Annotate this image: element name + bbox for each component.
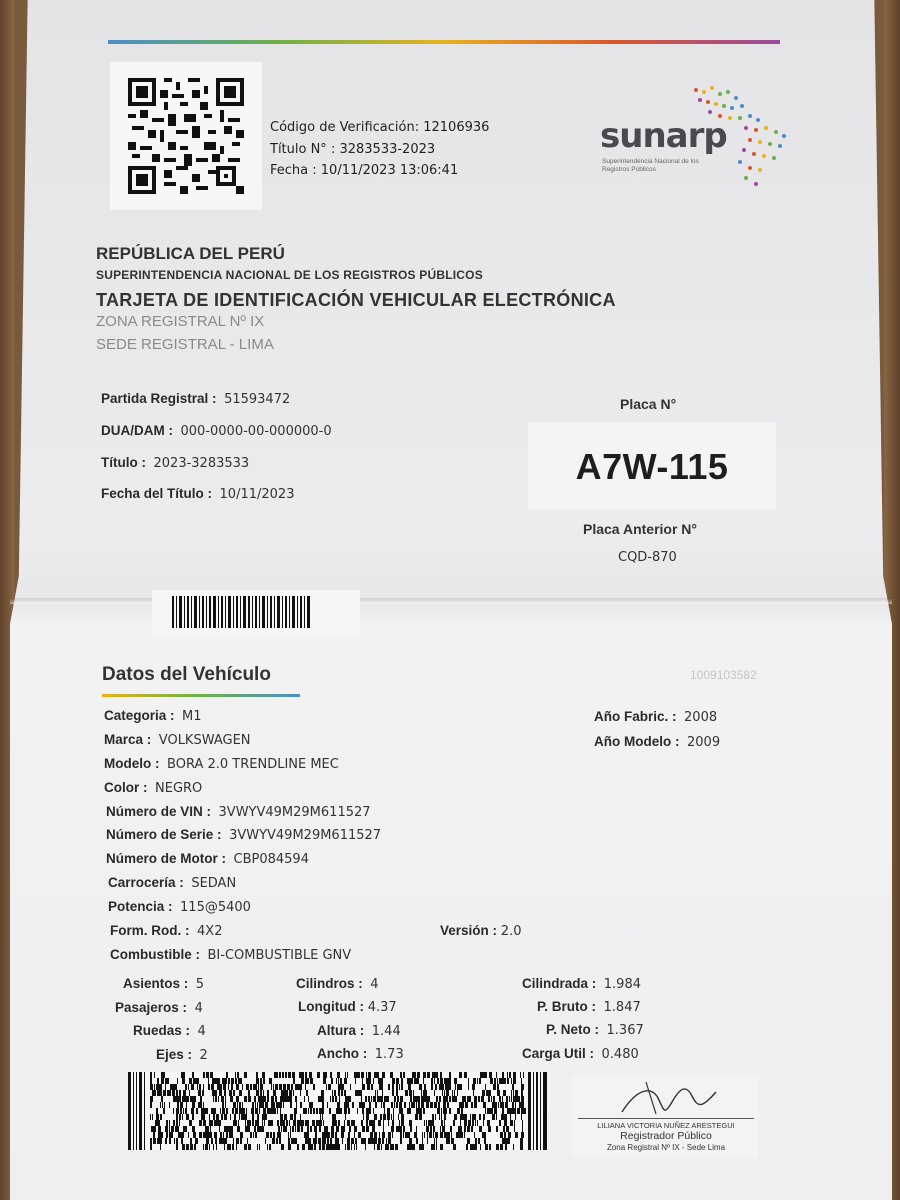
altura-label: Altura :	[317, 1023, 365, 1038]
color-label: Color :	[104, 780, 148, 795]
color-value: NEGRO	[155, 781, 203, 796]
titulo-number-value: 3283533-2023	[339, 141, 436, 157]
partida-registral-label: Partida Registral :	[101, 391, 217, 406]
titulo-value: 2023-3283533	[153, 456, 250, 471]
ejes-value: 2	[199, 1048, 208, 1063]
form-rod-value: 4X2	[197, 924, 223, 939]
ano-fabric-value: 2008	[684, 710, 718, 725]
ano-fabric-label: Año Fabric. :	[594, 709, 677, 724]
marca-field	[104, 732, 251, 748]
titulo-label: Título :	[101, 455, 146, 470]
partida-registral-value: 51593472	[224, 392, 291, 407]
carga-util-value: 0.480	[601, 1047, 639, 1062]
categoria-label: Categoria :	[104, 708, 175, 723]
cilindros-field	[296, 976, 379, 992]
p-bruto-field	[537, 999, 641, 1015]
p-neto-field	[546, 1022, 644, 1038]
serie-value: 3VWYV49M29M611527	[229, 828, 382, 843]
titulo-field	[101, 455, 249, 471]
carroceria-label: Carrocería :	[108, 875, 184, 890]
placa-anterior-label: Placa Anterior N°	[583, 521, 698, 537]
placa-label: Placa N°	[620, 396, 677, 412]
fecha-value: 10/11/2023 13:06:41	[320, 163, 459, 178]
carroceria-value: SEDAN	[191, 876, 237, 891]
serie-label: Número de Serie :	[106, 827, 222, 842]
document-title: TARJETA DE IDENTIFICACIÓN VEHICULAR ELECTRÓNICA	[96, 290, 616, 310]
agency-heading: SUPERINTENDENCIA NACIONAL DE LOS REGISTROS PÚBLICOS	[96, 268, 483, 282]
ano-modelo-label: Año Modelo :	[594, 734, 680, 749]
partida-registral-field	[101, 391, 290, 407]
vin-field	[106, 804, 371, 820]
modelo-field	[104, 756, 339, 772]
signature-block	[572, 1076, 758, 1158]
modelo-value: BORA 2.0 TRENDLINE MEC	[167, 757, 339, 772]
cilindrada-value: 1.984	[603, 977, 641, 992]
placa-box	[528, 422, 776, 510]
barcode-icon	[152, 590, 360, 634]
ancho-label: Ancho :	[317, 1046, 368, 1061]
signature-icon	[612, 1078, 722, 1120]
verification-code-label: Código de Verificación:	[270, 120, 420, 135]
verification-code-value: 12106936	[423, 120, 490, 135]
longitud-label: Longitud :	[298, 999, 364, 1014]
pasajeros-value: 4	[194, 1001, 203, 1016]
pdf417-barcode-graphic	[128, 1072, 548, 1150]
form-rod-field	[110, 923, 222, 939]
dua-label: DUA/DAM :	[101, 423, 173, 438]
potencia-value: 115@5400	[180, 900, 251, 915]
ejes-field	[156, 1047, 208, 1063]
fecha-titulo-label: Fecha del Título :	[101, 486, 213, 501]
motor-value: CBP084594	[233, 852, 309, 867]
titulo-number-label: Título N° :	[270, 141, 336, 157]
form-rod-label: Form. Rod. :	[110, 923, 190, 938]
fecha-titulo-value: 10/11/2023	[219, 487, 295, 502]
potencia-field	[108, 899, 251, 915]
placa-number: A7W-115	[575, 446, 729, 487]
fecha-titulo-field	[101, 486, 294, 502]
vin-value: 3VWYV49M29M611527	[218, 805, 371, 820]
cilindros-value: 4	[370, 977, 379, 992]
document-serial: 1009103582	[690, 668, 757, 682]
ano-modelo-value: 2009	[687, 735, 721, 750]
color-field	[104, 780, 202, 796]
combustible-label: Combustible :	[110, 947, 200, 962]
asientos-field	[123, 976, 204, 992]
p-bruto-label: P. Bruto :	[537, 999, 597, 1014]
carroceria-field	[108, 875, 236, 891]
qr-code-graphic	[128, 78, 244, 194]
sede-registral: SEDE REGISTRAL - LIMA	[96, 336, 274, 353]
categoria-value: M1	[182, 709, 202, 724]
altura-value: 1.44	[371, 1024, 401, 1039]
cilindrada-label: Cilindrada :	[522, 976, 597, 991]
ejes-label: Ejes :	[156, 1047, 193, 1062]
p-neto-value: 1.367	[606, 1023, 644, 1038]
sunarp-logo	[600, 84, 800, 194]
ancho-value: 1.73	[374, 1047, 404, 1062]
cilindros-label: Cilindros :	[296, 976, 363, 991]
qr-code-icon	[110, 62, 262, 210]
longitud-field	[298, 999, 397, 1015]
ancho-field	[317, 1046, 404, 1062]
potencia-label: Potencia :	[108, 899, 173, 914]
combustible-field	[110, 947, 351, 963]
serie-field	[106, 827, 381, 843]
version-value: 2.0	[500, 924, 522, 939]
pasajeros-field	[115, 1000, 203, 1016]
dua-field	[101, 423, 332, 439]
altura-field	[317, 1023, 401, 1039]
carga-util-label: Carga Util :	[522, 1046, 595, 1061]
zona-registral: ZONA REGISTRAL Nº IX	[96, 313, 265, 330]
small-barcode-graphic	[172, 596, 312, 628]
ruedas-label: Ruedas :	[133, 1023, 191, 1038]
section-underline	[102, 694, 300, 697]
asientos-value: 5	[195, 977, 205, 992]
pasajeros-label: Pasajeros :	[115, 1000, 188, 1015]
marca-value: VOLKSWAGEN	[158, 733, 251, 748]
logo-subtitle: Superintendencia Nacional de los Registros Públicos	[602, 158, 699, 173]
titulo-number-line	[270, 139, 489, 161]
section-title-datos: Datos del Vehículo	[102, 664, 271, 685]
paper-fold	[10, 598, 892, 604]
placa-anterior-value: CQD-870	[618, 550, 677, 565]
fecha-line	[270, 160, 489, 182]
longitud-value: 4.37	[367, 1000, 397, 1015]
asientos-label: Asientos :	[123, 976, 189, 991]
color-stripe	[108, 40, 780, 44]
vin-label: Número de VIN :	[106, 804, 212, 819]
categoria-field	[104, 708, 202, 724]
marca-label: Marca :	[104, 732, 152, 747]
signatory-name: LILIANA VICTORIA NUÑEZ ARESTEGUI	[578, 1118, 754, 1130]
ano-fabric-field	[594, 709, 717, 725]
version-field	[440, 923, 521, 939]
modelo-label: Modelo :	[104, 756, 160, 771]
ruedas-field	[133, 1023, 206, 1039]
dua-value: 000-0000-00-000000-0	[180, 424, 332, 439]
cilindrada-field	[522, 976, 641, 992]
pdf417-barcode-icon	[128, 1072, 548, 1150]
signatory-role: Registrador Público	[620, 1130, 712, 1142]
fecha-label: Fecha :	[270, 163, 317, 178]
logo-wordmark: sunarp	[600, 116, 727, 156]
verification-code-line	[270, 117, 489, 139]
ano-modelo-field	[594, 734, 720, 750]
signatory-zone: Zona Registral Nº IX - Sede Lima	[606, 1143, 726, 1152]
motor-field	[106, 851, 309, 867]
p-neto-label: P. Neto :	[546, 1022, 600, 1037]
ruedas-value: 4	[197, 1024, 206, 1039]
motor-label: Número de Motor :	[106, 851, 226, 866]
verification-block	[270, 117, 489, 182]
country-heading: REPÚBLICA DEL PERÚ	[96, 244, 285, 263]
carga-util-field	[522, 1046, 639, 1062]
combustible-value: BI-COMBUSTIBLE GNV	[207, 948, 352, 963]
version-label: Versión :	[440, 923, 498, 938]
p-bruto-value: 1.847	[603, 1000, 641, 1015]
